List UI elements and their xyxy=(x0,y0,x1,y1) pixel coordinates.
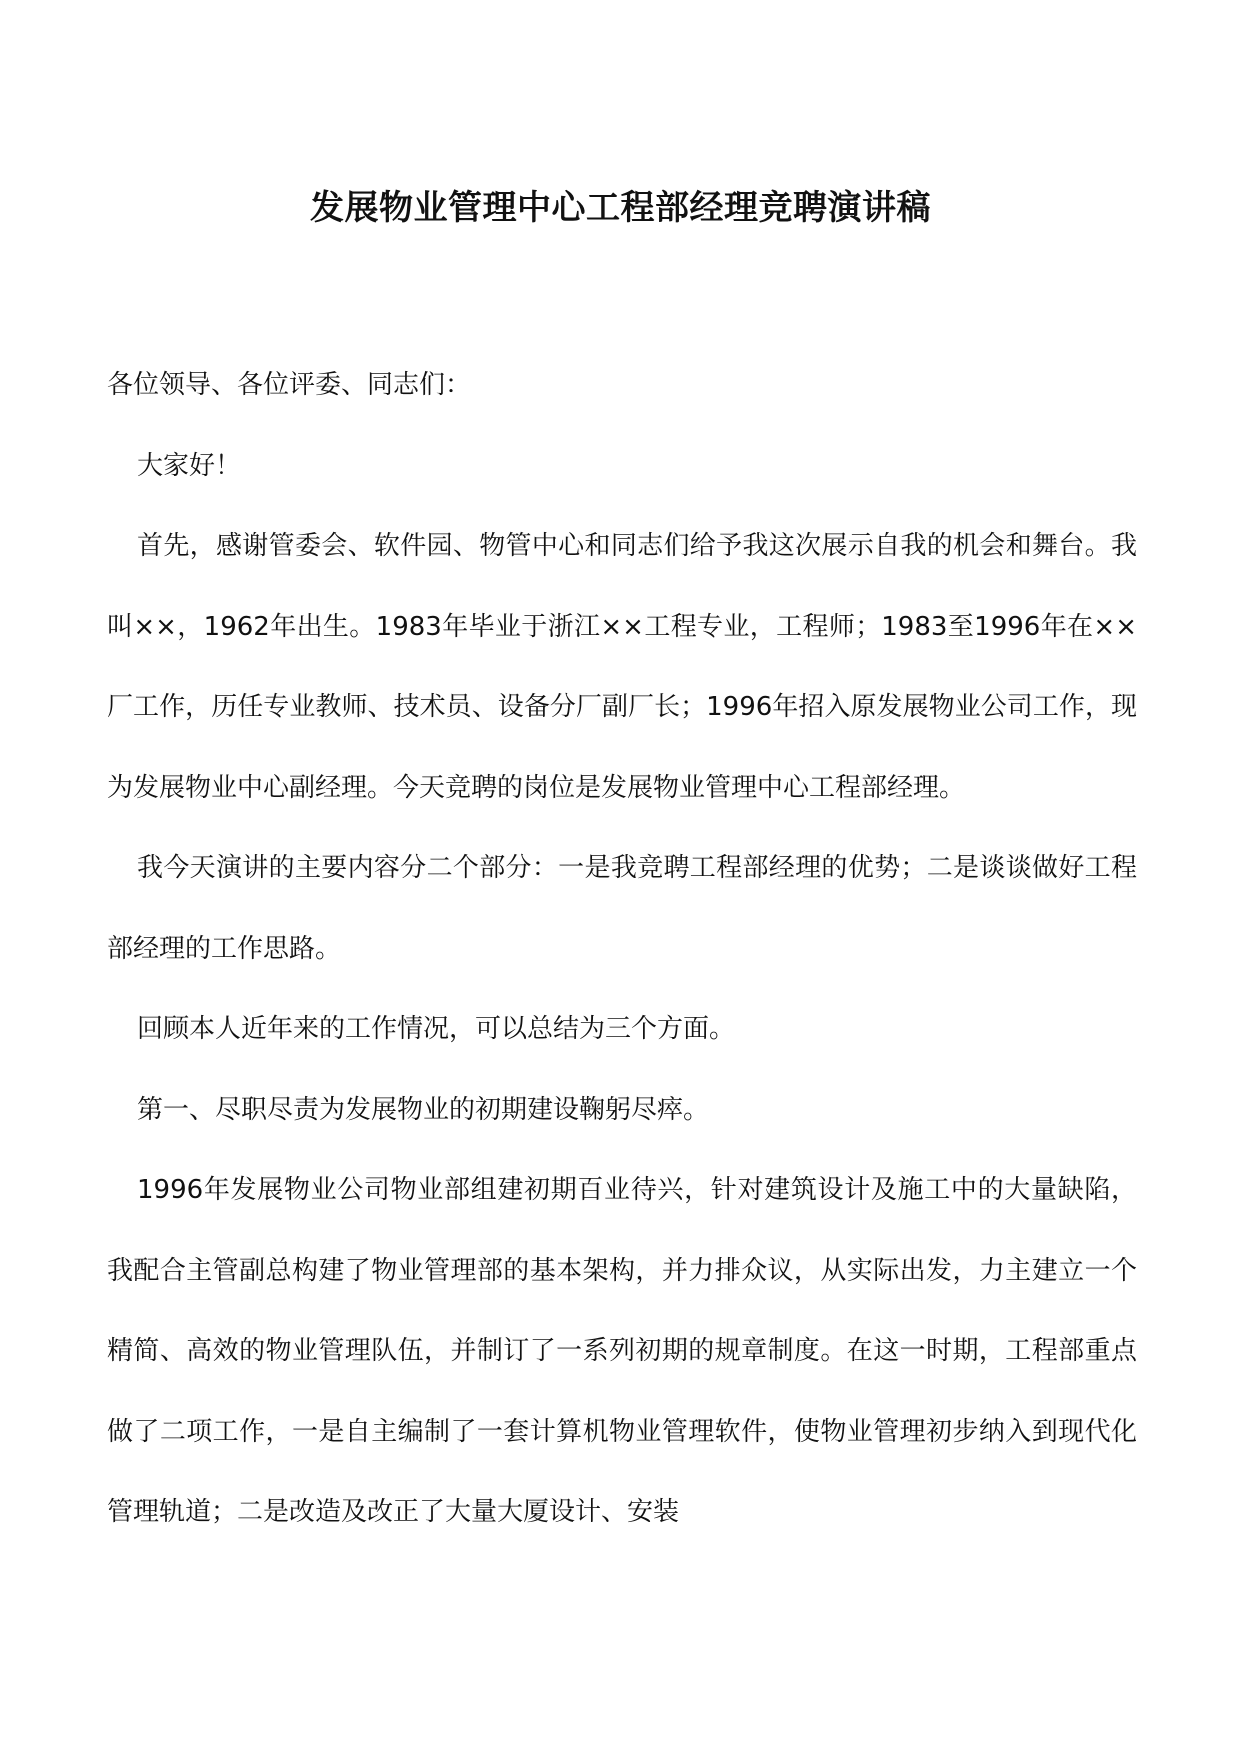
paragraph-early-work: 1996年发展物业公司物业部组建初期百业待兴，针对建筑设计及施工中的大量缺陷，我配合主管副总构建了物业管理部的基本架构，并力排众议，从实际出发，力主建立一个精简、高效的物业管理队伍，并制订了一系列初期的规章制度。在这一时期，工程部重点做了二项工作，一是自主编制了一套计算机物业管理软件，使物业管理初步纳入到现代化管理轨道；二是改造及改正了大量大厦设计、安装 xyxy=(107,1175,1137,1527)
paragraph-review: 回顾本人近年来的工作情况，可以总结为三个方面。 xyxy=(137,1014,736,1044)
paragraph-first-point: 第一、尽职尽责为发展物业的初期建设鞠躬尽瘁。 xyxy=(137,1094,710,1125)
paragraph-introduction: 首先，感谢管委会、软件园、物管中心和同志们给予我这次展示自我的机会和舞台。我叫××，1962年出生。1983年毕业于浙江××工程专业，工程师；1983至1996年在××厂工作，历任专业教师、技术员、设备分厂副厂长；1996年招入原发展物业公司工作，现为发展物业中心副经理。今天竞聘的岗位是发展物业管理中心工程部经理。 xyxy=(107,531,1137,803)
document-body xyxy=(107,345,1137,1553)
salutation: 各位领导、各位评委、同志们： xyxy=(107,370,472,400)
paragraph-outline: 我今天演讲的主要内容分二个部分：一是我竞聘工程部经理的优势；二是谈谈做好工程部经理的工作思路。 xyxy=(107,853,1137,964)
paragraph-greeting: 大家好！ xyxy=(137,450,242,481)
document-title: 发展物业管理中心工程部经理竞聘演讲稿 xyxy=(310,187,931,228)
